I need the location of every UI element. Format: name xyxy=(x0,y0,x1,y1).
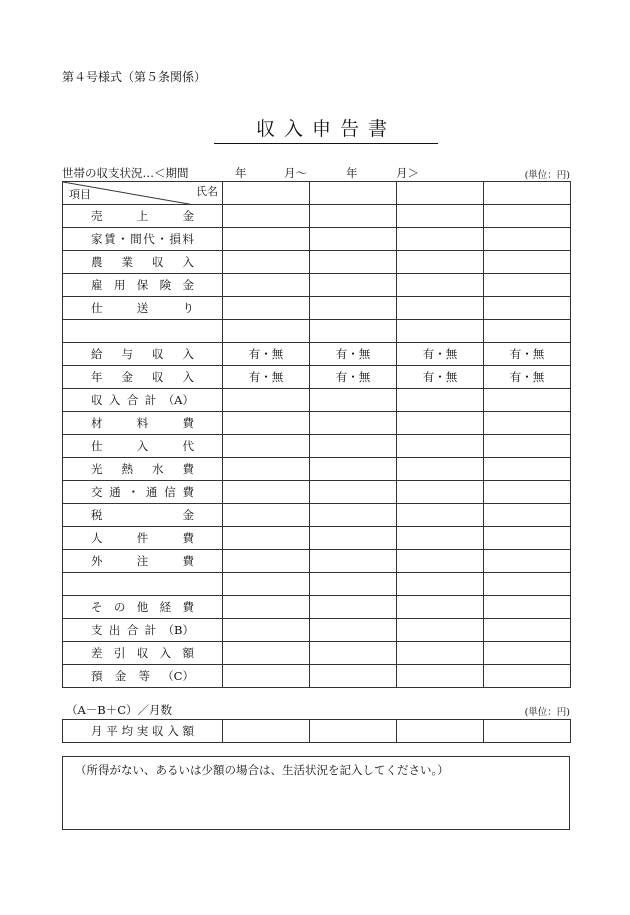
value-cell[interactable] xyxy=(397,665,484,688)
value-cell[interactable] xyxy=(310,205,397,228)
formula-text: （A－B＋C）／月数 xyxy=(66,703,173,717)
row-label-text: 税 金 xyxy=(91,508,194,522)
monthly-value-cell[interactable] xyxy=(223,720,310,743)
value-cell[interactable] xyxy=(310,527,397,550)
value-cell[interactable] xyxy=(484,642,571,665)
value-cell[interactable] xyxy=(397,550,484,573)
value-cell[interactable] xyxy=(484,504,571,527)
value-cell[interactable] xyxy=(310,481,397,504)
table-row xyxy=(63,435,571,458)
value-cell[interactable] xyxy=(310,228,397,251)
monthly-row xyxy=(63,720,571,743)
value-cell[interactable] xyxy=(223,251,310,274)
table-row xyxy=(63,320,571,343)
row-label-text: 光 熱 水 費 xyxy=(91,462,194,476)
value-cell[interactable] xyxy=(310,412,397,435)
header-name-label: 氏名 xyxy=(196,185,218,198)
value-cell[interactable] xyxy=(310,665,397,688)
value-cell[interactable]: 有・無 xyxy=(397,343,484,366)
value-cell[interactable] xyxy=(310,274,397,297)
row-label-text: 売 上 金 xyxy=(91,209,194,223)
row-label-text: 交 通 ・ 通 信 費 xyxy=(91,485,194,499)
value-cell[interactable] xyxy=(223,619,310,642)
name-cell[interactable] xyxy=(223,182,310,205)
row-label xyxy=(63,320,223,343)
table-row xyxy=(63,504,571,527)
value-cell[interactable]: 有・無 xyxy=(310,366,397,389)
value-cell[interactable]: 有・無 xyxy=(484,366,571,389)
value-cell[interactable] xyxy=(484,274,571,297)
table-row xyxy=(63,389,571,412)
value-cell[interactable] xyxy=(223,642,310,665)
value-cell[interactable] xyxy=(310,458,397,481)
value-cell[interactable] xyxy=(223,504,310,527)
value-cell[interactable] xyxy=(484,596,571,619)
formula-unit-label: (単位：円) xyxy=(524,707,570,718)
value-cell[interactable] xyxy=(223,205,310,228)
period-line xyxy=(62,165,570,181)
row-label-text: 給 与 収 入 xyxy=(91,347,194,361)
value-cell[interactable] xyxy=(310,596,397,619)
document-title: 収入申告書 xyxy=(214,114,438,144)
monthly-value-cell[interactable] xyxy=(310,720,397,743)
row-label-text: 預 金 等 （C） xyxy=(91,669,194,683)
value-cell[interactable]: 有・無 xyxy=(223,343,310,366)
row-label xyxy=(63,619,223,642)
table-row xyxy=(63,228,571,251)
value-cell[interactable] xyxy=(397,573,484,596)
value-cell[interactable] xyxy=(223,596,310,619)
row-label xyxy=(63,458,223,481)
value-cell[interactable] xyxy=(484,458,571,481)
value-cell[interactable]: 有・無 xyxy=(484,343,571,366)
name-cell[interactable] xyxy=(310,182,397,205)
table-row xyxy=(63,596,571,619)
value-cell[interactable] xyxy=(223,435,310,458)
value-cell[interactable] xyxy=(397,458,484,481)
table-row xyxy=(63,366,571,389)
value-cell[interactable] xyxy=(223,297,310,320)
row-label-text: 農 業 収 入 xyxy=(91,255,194,269)
value-cell[interactable] xyxy=(484,412,571,435)
form-number: 第４号様式（第５条関係） xyxy=(62,70,207,84)
row-label xyxy=(63,297,223,320)
value-cell[interactable] xyxy=(223,481,310,504)
row-label xyxy=(63,550,223,573)
value-cell[interactable] xyxy=(397,389,484,412)
value-cell[interactable] xyxy=(223,573,310,596)
unit-label: (単位：円) xyxy=(524,170,570,181)
table-row xyxy=(63,527,571,550)
value-cell[interactable] xyxy=(223,412,310,435)
row-label-text: 差 引 収 入 額 xyxy=(91,646,194,660)
row-label-text: 家 賃 ・ 間 代 ・ 損 料 xyxy=(91,232,194,246)
name-cell[interactable] xyxy=(397,182,484,205)
row-label xyxy=(63,665,223,688)
monthly-value-cell[interactable] xyxy=(484,720,571,743)
value-cell[interactable] xyxy=(484,527,571,550)
period-month-1: 月～ xyxy=(284,166,307,180)
value-cell[interactable] xyxy=(397,412,484,435)
table-row xyxy=(63,251,571,274)
row-label-text: 外 注 費 xyxy=(91,554,194,568)
value-cell[interactable] xyxy=(397,228,484,251)
value-cell[interactable] xyxy=(310,573,397,596)
value-cell[interactable] xyxy=(484,665,571,688)
row-label xyxy=(63,366,223,389)
row-label xyxy=(63,343,223,366)
value-cell[interactable] xyxy=(223,527,310,550)
table-row xyxy=(63,550,571,573)
table-row xyxy=(63,458,571,481)
value-cell[interactable] xyxy=(397,504,484,527)
value-cell[interactable] xyxy=(484,573,571,596)
table-row xyxy=(63,665,571,688)
row-label xyxy=(63,251,223,274)
table-header-row xyxy=(63,182,571,205)
value-cell[interactable] xyxy=(397,205,484,228)
table-row xyxy=(63,573,571,596)
monthly-label-text: 月 平 均 実 収 入 額 xyxy=(91,724,194,738)
table-row xyxy=(63,274,571,297)
row-label xyxy=(63,412,223,435)
value-cell[interactable] xyxy=(484,389,571,412)
value-cell[interactable] xyxy=(397,251,484,274)
name-cell[interactable] xyxy=(484,182,571,205)
value-cell[interactable] xyxy=(310,435,397,458)
remarks-instruction: （所得がない、あるいは少額の場合は、生活状況を記入してください。） xyxy=(75,763,449,777)
period-year-1: 年 xyxy=(235,166,247,180)
row-label xyxy=(63,205,223,228)
value-cell[interactable] xyxy=(223,320,310,343)
value-cell[interactable] xyxy=(484,550,571,573)
row-label-text: 年 金 収 入 xyxy=(91,370,194,384)
value-cell[interactable]: 有・無 xyxy=(310,343,397,366)
row-label xyxy=(63,228,223,251)
value-cell[interactable] xyxy=(397,481,484,504)
row-label-text: 材 料 費 xyxy=(91,416,194,430)
row-label-text: 収 入 合 計 （A） xyxy=(91,393,194,407)
row-label-text: 雇 用 保 険 金 xyxy=(91,278,194,292)
value-cell[interactable] xyxy=(484,251,571,274)
value-cell[interactable] xyxy=(397,596,484,619)
row-label xyxy=(63,527,223,550)
row-label xyxy=(63,435,223,458)
row-label xyxy=(63,389,223,412)
value-cell[interactable] xyxy=(484,481,571,504)
value-cell[interactable] xyxy=(310,642,397,665)
value-cell[interactable] xyxy=(397,320,484,343)
row-label-text: 支 出 合 計 （B） xyxy=(91,623,194,637)
value-cell[interactable] xyxy=(223,458,310,481)
table-row xyxy=(63,343,571,366)
value-cell[interactable]: 有・無 xyxy=(223,366,310,389)
period-month-2: 月＞ xyxy=(396,166,419,180)
value-cell[interactable] xyxy=(310,320,397,343)
period-year-2: 年 xyxy=(346,166,358,180)
value-cell[interactable] xyxy=(310,251,397,274)
value-cell[interactable] xyxy=(310,297,397,320)
value-cell[interactable] xyxy=(397,642,484,665)
value-cell[interactable] xyxy=(223,389,310,412)
value-cell[interactable] xyxy=(223,665,310,688)
monthly-label xyxy=(63,720,223,743)
value-cell[interactable] xyxy=(397,527,484,550)
value-cell[interactable] xyxy=(223,550,310,573)
row-label-text: 人 件 費 xyxy=(91,531,194,545)
formula-line xyxy=(62,702,570,718)
row-label xyxy=(63,642,223,665)
row-label xyxy=(63,573,223,596)
header-item-label: 項目 xyxy=(69,188,91,201)
row-label xyxy=(63,481,223,504)
table-row xyxy=(63,205,571,228)
value-cell[interactable] xyxy=(310,389,397,412)
table-row xyxy=(63,642,571,665)
value-cell[interactable] xyxy=(223,228,310,251)
table-row xyxy=(63,412,571,435)
row-label xyxy=(63,504,223,527)
value-cell[interactable] xyxy=(397,619,484,642)
remarks-box[interactable] xyxy=(62,756,570,830)
value-cell[interactable] xyxy=(310,504,397,527)
value-cell[interactable] xyxy=(484,297,571,320)
value-cell[interactable] xyxy=(397,274,484,297)
period-prefix: 世帯の収支状況…＜期間 xyxy=(62,166,189,180)
value-cell[interactable] xyxy=(484,205,571,228)
value-cell[interactable] xyxy=(484,435,571,458)
row-label-text: 仕 入 代 xyxy=(91,439,194,453)
value-cell[interactable] xyxy=(223,274,310,297)
value-cell[interactable] xyxy=(484,228,571,251)
row-label-text: そ の 他 経 費 xyxy=(91,600,194,614)
monthly-table xyxy=(62,719,571,743)
table-row xyxy=(63,297,571,320)
table-row xyxy=(63,481,571,504)
value-cell[interactable] xyxy=(484,320,571,343)
row-label xyxy=(63,596,223,619)
value-cell[interactable]: 有・無 xyxy=(397,366,484,389)
value-cell[interactable] xyxy=(310,550,397,573)
row-label-text: 仕 送 り xyxy=(91,301,194,315)
monthly-value-cell[interactable] xyxy=(397,720,484,743)
value-cell[interactable] xyxy=(310,619,397,642)
value-cell[interactable] xyxy=(397,435,484,458)
value-cell[interactable] xyxy=(397,297,484,320)
header-diagonal-cell xyxy=(63,182,223,205)
row-label xyxy=(63,274,223,297)
income-table xyxy=(62,181,571,688)
table-row xyxy=(63,619,571,642)
value-cell[interactable] xyxy=(484,619,571,642)
